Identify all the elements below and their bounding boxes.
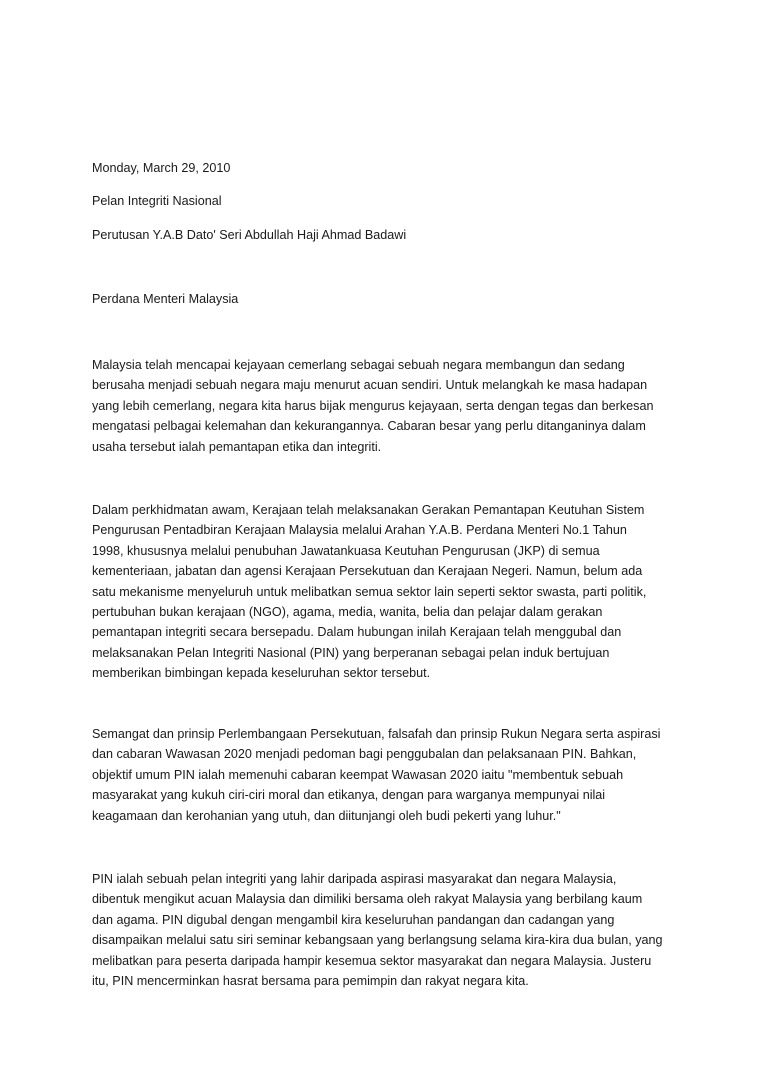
paragraph-line: Malaysia telah mencapai kejayaan cemerlang sebagai sebuah negara membangun dan sedang [92,358,625,372]
byline: Perutusan Y.A.B Dato' Seri Abdullah Haji Ahmad Badawi [92,228,407,242]
paragraph-line: pemantapan integriti secara bersepadu. Dalam hubungan inilah Kerajaan telah menggubal dan [92,625,622,640]
paragraph-3 [92,724,692,826]
paragraph-line: yang lebih cemerlang, negara kita harus bijak mengurus kejayaan, serta dengan tegas dan berkesan [92,398,654,413]
paragraph-1 [92,355,692,457]
paragraph-line: Semangat dan prinsip Perlembangaan Persekutuan, falsafah dan prinsip Rukun Negara serta aspirasi [92,727,661,741]
paragraph-line: kementeriaan, jabatan dan agensi Kerajaan Persekutuan dan Kerajaan Negeri. Namun, belum ada [92,564,643,579]
byline-position: Perdana Menteri Malaysia [92,292,239,306]
post-date: Monday, March 29, 2010 [92,161,231,175]
paragraph-line: memberikan bimbingan kepada keseluruhan sektor tersebut. [92,666,431,681]
paragraph-line: dan agama. PIN digubal dengan mengambil kira keseluruhan pandangan dan cadangan yang [92,912,615,927]
paragraph-line: disampaikan melalui satu siri seminar kebangsaan yang berlangsung selama kira-kira dua bulan, yang [92,933,663,948]
paragraph-line: masyarakat yang kukuh ciri-ciri moral dan etikanya, dengan para warganya mempunyai nilai [92,788,606,803]
paragraph-line: satu mekanisme menyeluruh untuk melibatkan semua sektor lain seperti sektor swasta, parti politik, [92,584,647,599]
paragraph-4 [92,869,692,991]
paragraph-line: berusaha menjadi sebuah negara maju menurut acuan sendiri. Untuk melangkah ke masa hadapan [92,378,648,393]
paragraph-line: dan cabaran Wawasan 2020 menjadi pedoman bagi penggubalan dan pelaksanaan PIN. Bahkan, [92,747,637,762]
paragraph-line: dibentuk mengikut acuan Malaysia dan dimiliki bersama oleh rakyat Malaysia yang berbilang kaum [92,892,643,907]
paragraph-line: itu, PIN mencerminkan hasrat bersama para pemimpin dan rakyat negara kita. [92,974,529,989]
paragraph-line: Pengurusan Pentadbiran Kerajaan Malaysia melalui Arahan Y.A.B. Perdana Menteri No.1 Tahun [92,523,627,538]
paragraph-line: mengatasi pelbagai kelemahan dan kekurangannya. Cabaran besar yang perlu ditanganinya dalam [92,419,646,434]
paragraph-line: PIN ialah sebuah pelan integriti yang lahir daripada aspirasi masyarakat dan negara Malaysia, [92,872,617,886]
paragraph-line: Dalam perkhidmatan awam, Kerajaan telah melaksanakan Gerakan Pemantapan Keutuhan Sistem [92,503,645,517]
paragraph-line: objektif umum PIN ialah memenuhi cabaran keempat Wawasan 2020 iaitu "membentuk sebuah [92,767,624,782]
paragraph-2 [92,500,692,684]
paragraph-line: 1998, khususnya melalui penubuhan Jawatankuasa Keutuhan Pengurusan (JKP) di semua [92,543,600,558]
paragraph-line: usaha tersebut ialah pemantapan etika dan integriti. [92,439,382,454]
paragraph-line: pertubuhan bukan kerajaan (NGO), agama, media, wanita, belia dan pelajar dalam gerakan [92,605,603,620]
paragraph-line: melaksanakan Pelan Integriti Nasional (PIN) yang berperanan sebagai pelan induk bertujuan [92,645,610,660]
paragraph-line: melibatkan para peserta daripada hampir kesemua sektor masyarakat dan negara Malaysia. Justeru [92,953,652,968]
paragraph-line: keagamaan dan kerohanian yang utuh, dan diitunjangi oleh budi pekerti yang luhur." [92,808,561,823]
document-title: Pelan Integriti Nasional [92,194,222,208]
